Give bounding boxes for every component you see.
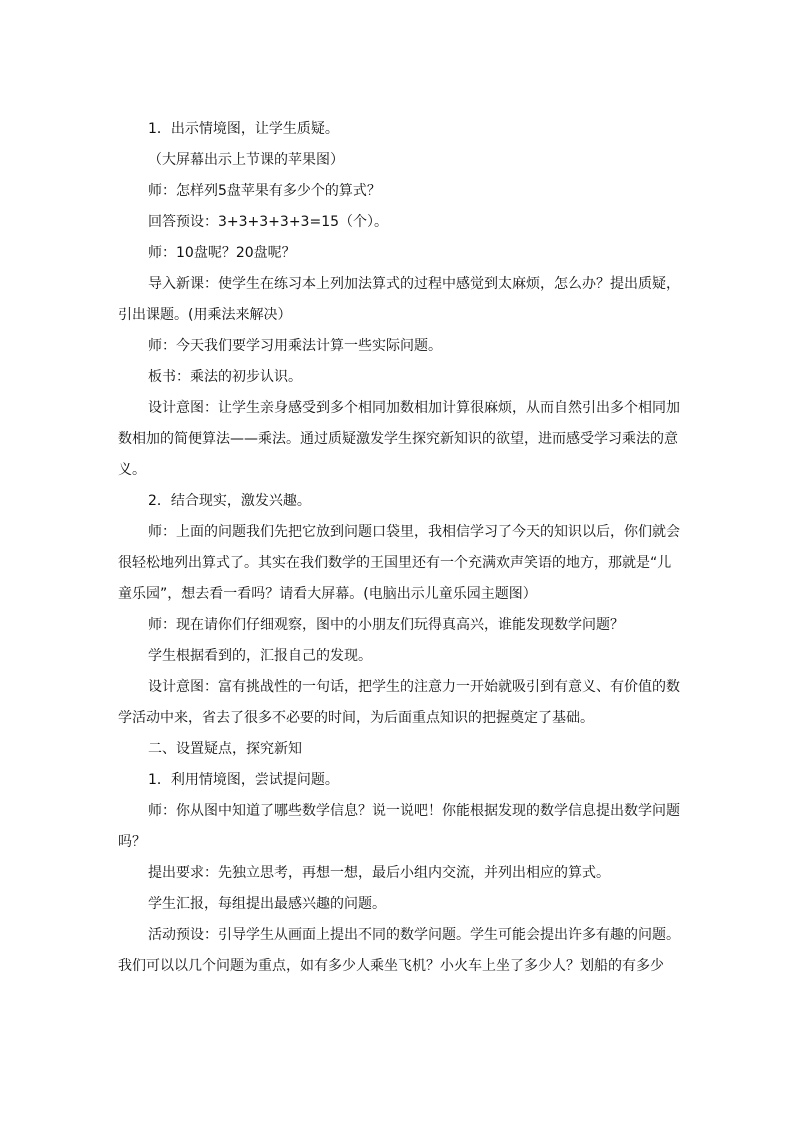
paragraph-lesson-intro — [118, 269, 678, 331]
student-group-report: 学生汇报，每组提出最感兴趣的问题。 — [148, 896, 386, 912]
step-1-situation-heading: 1．利用情境图，尝试提问题。 — [148, 772, 339, 788]
paragraph-line: 设计意图：富有挑战性的一句话，把学生的注意力一开始就吸引到有意义、有价值的数 — [148, 679, 680, 695]
paragraph-line: 吗？ — [118, 834, 146, 850]
paragraph-line: 导入新课：使学生在练习本上列加法算式的过程中感觉到太麻烦，怎么办？提出质疑， — [148, 276, 680, 292]
teacher-today-topic: 师：今天我们要学习用乘法计算一些实际问题。 — [148, 338, 442, 354]
paragraph-design-intent-1 — [118, 393, 678, 486]
paragraph-line: 我们可以以几个问题为重点，如有多少人乘坐飞机？小火车上坐了多少人？划船的有多少 — [118, 958, 664, 974]
paragraph-line: 活动预设：引导学生从画面上提出不同的数学问题。学生可能会提出许多有趣的问题。 — [148, 927, 680, 943]
teacher-question-5-plates: 师：怎样列5盘苹果有多少个的算式？ — [148, 183, 381, 199]
teacher-question-10-20-plates: 师：10盘呢？20盘呢？ — [148, 245, 296, 261]
paragraph-activity-preset — [118, 920, 678, 982]
paragraph-line: 师：你从图中知道了哪些数学信息？说一说吧！你能根据发现的数学信息提出数学问题 — [148, 803, 680, 819]
paragraph-line: 师：上面的问题我们先把它放到问题口袋里，我相信学习了今天的知识以后，你们就会 — [148, 524, 680, 540]
paragraph-teacher-playground — [118, 517, 678, 610]
paragraph-line: 义。 — [118, 462, 146, 478]
step-2-heading: 2．结合现实，激发兴趣。 — [148, 493, 311, 509]
paragraph-design-intent-2 — [118, 672, 678, 734]
document-body — [118, 114, 678, 982]
paragraph-line: 设计意图：让学生亲身感受到多个相同加数相加计算很麻烦，从而自然引出多个相同加 — [148, 400, 680, 416]
paragraph-teacher-info — [118, 796, 678, 858]
section-2-heading: 二、设置疑点，探究新知 — [148, 741, 302, 757]
paragraph-line: 学活动中来，省去了很多不必要的时间，为后面重点知识的把握奠定了基础。 — [118, 710, 594, 726]
paragraph-line: 很轻松地列出算式了。其实在我们数学的王国里还有一个充满欢声笑语的地方，那就是“儿 — [118, 555, 672, 571]
paragraph-line: 童乐园”，想去看一看吗？请看大屏幕。(电脑出示儿童乐园主题图） — [118, 586, 537, 602]
answer-preset: 回答预设：3+3+3+3+3=15（个）。 — [148, 214, 389, 230]
teacher-observe-question: 师：现在请你们仔细观察，图中的小朋友们玩得真高兴，谁能发现数学问题？ — [148, 617, 624, 633]
note-apple-picture: （大屏幕出示上节课的苹果图） — [148, 152, 344, 168]
paragraph-line: 数相加的简便算法——乘法。通过质疑激发学生探究新知识的欲望，进而感受学习乘法的意 — [118, 431, 678, 447]
paragraph-line: 引出课题。(用乘法来解决） — [118, 307, 292, 323]
blackboard-title: 板书：乘法的初步认识。 — [148, 369, 302, 385]
student-report: 学生根据看到的，汇报自己的发现。 — [148, 648, 372, 664]
step-1-heading: 1．出示情境图，让学生质疑。 — [148, 121, 339, 137]
requirements: 提出要求：先独立思考，再想一想，最后小组内交流，并列出相应的算式。 — [148, 865, 610, 881]
